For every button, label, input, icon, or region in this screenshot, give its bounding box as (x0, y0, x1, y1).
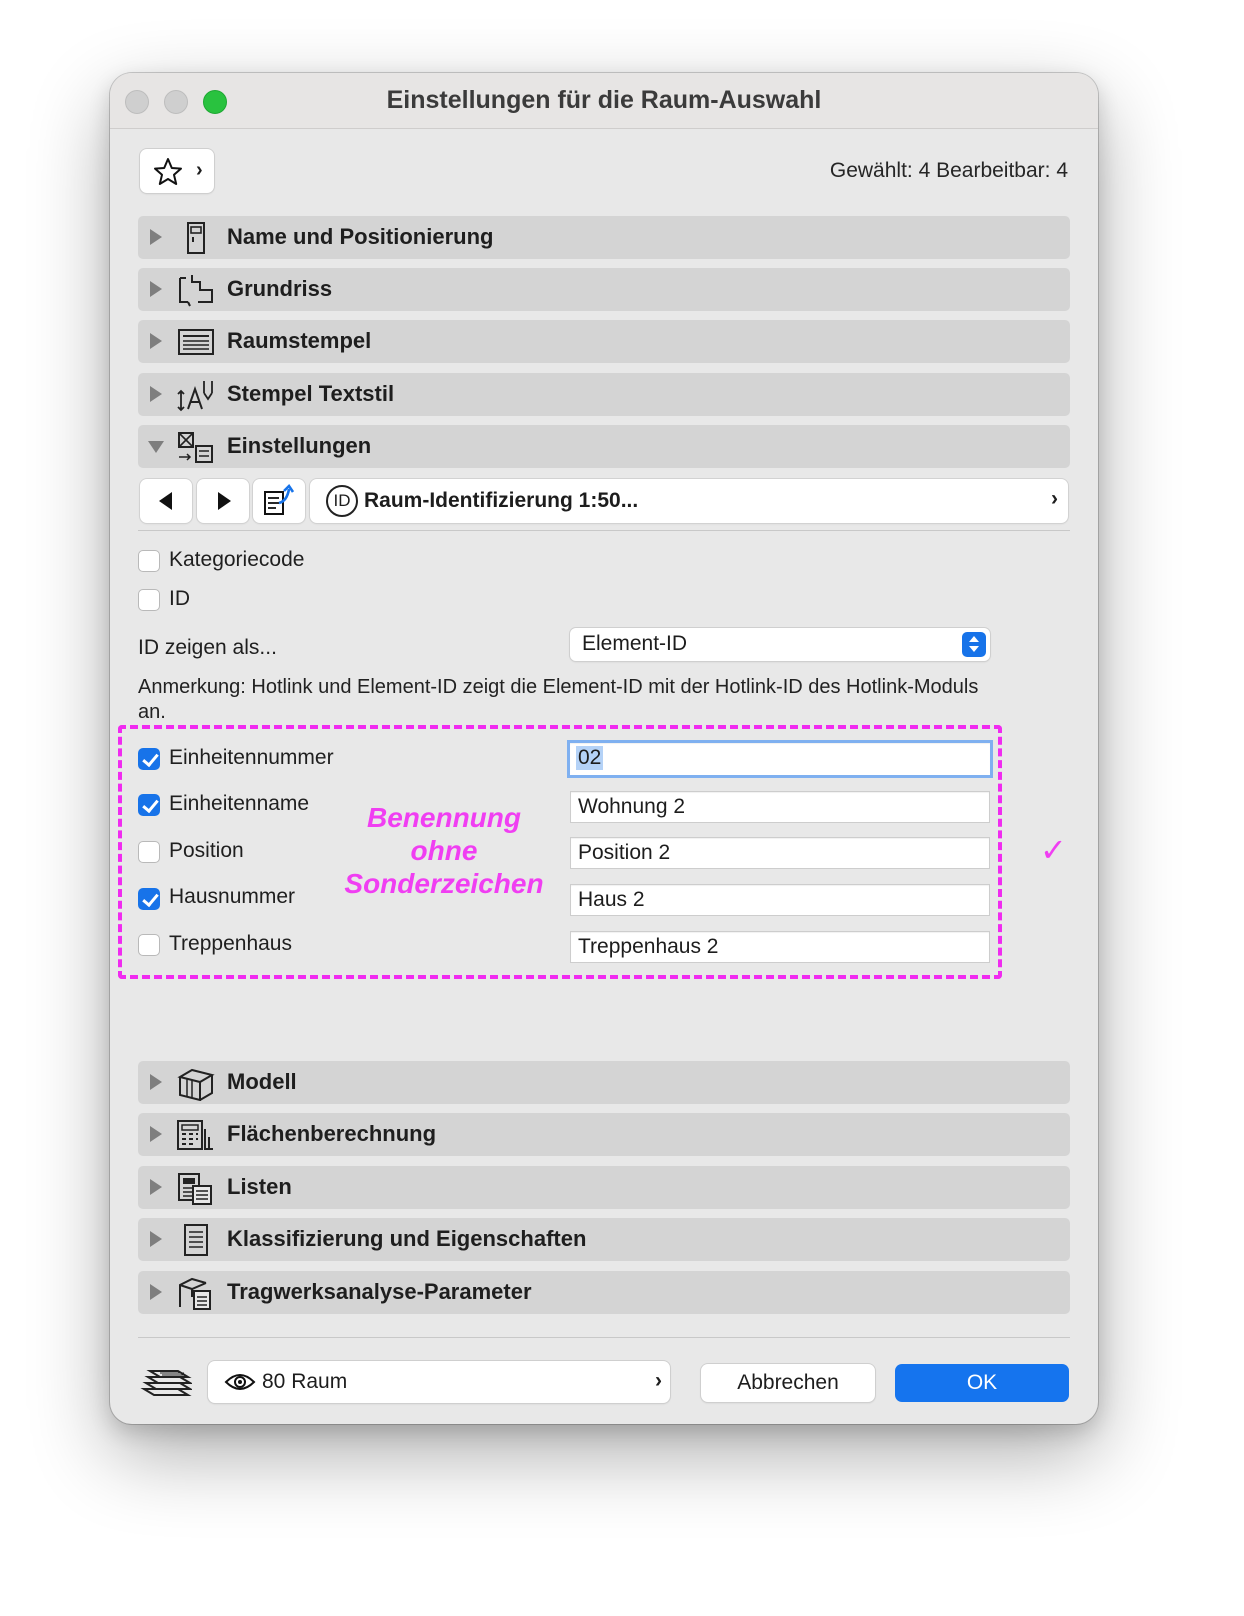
disclosure-triangle-icon (150, 1126, 162, 1142)
disclosure-triangle-icon (150, 333, 162, 349)
select-stepper-icon (962, 632, 986, 657)
hausnummer-label: Hausnummer (169, 885, 296, 908)
arrow-left-icon (159, 492, 172, 510)
arrow-right-icon (218, 492, 231, 510)
section-label: Flächenberechnung (227, 1121, 437, 1146)
preset-selector[interactable] (310, 479, 1068, 523)
section-settings[interactable] (138, 425, 1070, 468)
section-label: Stempel Textstil (227, 381, 395, 406)
hausnummer-value: Haus 2 (578, 888, 645, 911)
section-label: Tragwerksanalyse-Parameter (227, 1279, 532, 1304)
annotation-check-icon: ✓ (1040, 832, 1067, 868)
structural-analysis-icon (176, 1275, 216, 1311)
section-listing[interactable] (138, 1166, 1070, 1209)
listing-icon (176, 1170, 216, 1206)
section-label: Raumstempel (227, 328, 372, 353)
disclosure-triangle-icon (150, 1284, 162, 1300)
area-calculation-icon (176, 1117, 216, 1153)
id-display-select[interactable] (570, 628, 990, 661)
annotation-highlight-box (118, 725, 1002, 979)
window-title: Einstellungen für die Raum-Auswahl (386, 86, 822, 114)
kategoriecode-checkbox[interactable] (138, 550, 160, 572)
section-zone-stamp[interactable] (138, 320, 1070, 363)
settings-icon (176, 429, 216, 465)
selection-info: Gewählt: 4 Bearbeitbar: 4 (829, 159, 1068, 182)
chevron-right-icon: › (196, 159, 203, 181)
section-area-calculation[interactable] (138, 1113, 1070, 1156)
section-label: Listen (227, 1174, 292, 1199)
name-position-icon (176, 220, 216, 256)
ok-button[interactable]: OK (895, 1364, 1069, 1402)
annotation-text (334, 801, 554, 900)
section-label: Modell (227, 1069, 297, 1094)
id-display-value: Element-ID (582, 632, 688, 655)
text-style-icon (176, 377, 216, 413)
section-label: Klassifizierung und Eigenschaften (227, 1226, 587, 1251)
treppenhaus-value: Treppenhaus 2 (578, 935, 719, 958)
star-icon (152, 156, 184, 188)
hotlink-note: Anmerkung: Hotlink und Element-ID zeigt die Element-ID mit der Hotlink-ID des Hotlink-Moduls an. (138, 676, 979, 723)
cancel-button[interactable]: Abbrechen (701, 1364, 875, 1402)
einheitenname-value: Wohnung 2 (578, 795, 686, 818)
settings-dialog (110, 73, 1098, 1424)
section-label: Grundriss (227, 276, 333, 301)
disclosure-triangle-open-icon (148, 441, 164, 453)
favorites-button[interactable] (140, 149, 214, 193)
annotation-line-3: Sonderzeichen (344, 868, 544, 899)
preset-label: Raum-Identifizierung 1:50... (364, 489, 639, 512)
treppenhaus-label: Treppenhaus (169, 932, 292, 955)
kategoriecode-label: Kategoriecode (169, 548, 305, 571)
position-label: Position (169, 839, 244, 862)
disclosure-triangle-icon (150, 1231, 162, 1247)
eye-icon (224, 1371, 256, 1393)
einheitennummer-value: 02 (578, 746, 602, 769)
annotation-line-2: ohne (410, 835, 478, 866)
id-checkbox[interactable] (138, 589, 160, 611)
position-value: Position 2 (578, 841, 671, 864)
chevron-right-icon: › (655, 1369, 662, 1392)
document-transfer-icon (253, 479, 305, 523)
section-label: Einstellungen (227, 433, 372, 458)
classification-icon (176, 1222, 216, 1258)
divider (138, 530, 1070, 531)
section-label: Name und Positionierung (227, 224, 494, 249)
annotation-line-1: Benennung (367, 802, 521, 833)
zone-stamp-icon (176, 324, 216, 360)
disclosure-triangle-icon (150, 229, 162, 245)
section-text-style[interactable] (138, 373, 1070, 416)
disclosure-triangle-icon (150, 1074, 162, 1090)
disclosure-triangle-icon (150, 386, 162, 402)
section-model[interactable] (138, 1061, 1070, 1104)
einheitenname-label: Einheitenname (169, 792, 310, 815)
id-display-label: ID zeigen als... (138, 636, 277, 659)
divider (138, 1337, 1070, 1338)
floor-plan-icon (176, 272, 216, 308)
einheitennummer-label: Einheitennummer (169, 746, 334, 769)
section-floor-plan[interactable] (138, 268, 1070, 311)
section-structural-analysis[interactable] (138, 1271, 1070, 1314)
layer-selector[interactable] (208, 1361, 670, 1403)
chevron-right-icon: › (1051, 487, 1058, 510)
section-name-positioning[interactable] (138, 216, 1070, 259)
disclosure-triangle-icon (150, 1179, 162, 1195)
layer-value: 80 Raum (262, 1370, 348, 1393)
model-icon (176, 1065, 216, 1101)
disclosure-triangle-icon (150, 281, 162, 297)
previous-preset-button[interactable] (140, 479, 192, 523)
id-label: ID (169, 587, 190, 610)
id-badge-icon: ID (326, 485, 358, 517)
title-bar (110, 73, 1098, 129)
transfer-settings-button[interactable] (253, 479, 305, 523)
layers-icon (140, 1363, 192, 1397)
section-classification[interactable] (138, 1218, 1070, 1261)
next-preset-button[interactable] (197, 479, 249, 523)
